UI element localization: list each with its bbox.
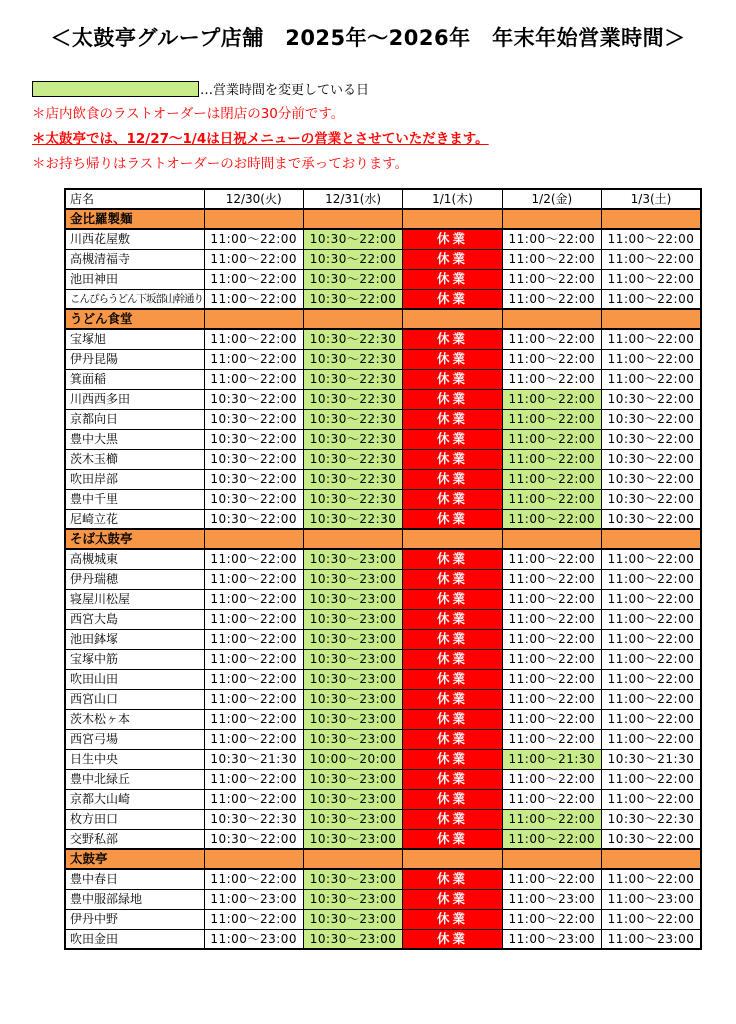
section-name: そば太鼓亭 (65, 529, 204, 549)
note: ＊店内飲食のラストオーダーは閉店の30分前です。 (32, 106, 345, 122)
hours-cell: 11:00～22:00 (502, 809, 601, 829)
hours-cell: 10:30～23:00 (303, 729, 402, 749)
hours-cell: 11:00～21:30 (502, 749, 601, 769)
closed-cell: 休業 (403, 789, 502, 809)
section-filler-cell (303, 849, 402, 869)
store-row (65, 929, 701, 949)
hours-cell: 10:30～22:00 (602, 489, 701, 509)
hours-cell: 10:30～23:00 (303, 809, 402, 829)
hours-cell: 10:30～23:00 (303, 649, 402, 669)
section-name: 金比羅製麺 (65, 209, 204, 229)
notes (32, 105, 736, 173)
hours-cell: 10:30～22:00 (303, 269, 402, 289)
closed-cell: 休業 (403, 809, 502, 829)
hours-cell: 10:30～22:00 (602, 469, 701, 489)
hours-cell: 10:30～22:00 (602, 449, 701, 469)
closed-cell: 休業 (403, 269, 502, 289)
hours-cell: 10:30～22:00 (602, 829, 701, 849)
closed-cell: 休業 (403, 489, 502, 509)
hours-cell: 11:00～22:00 (502, 669, 601, 689)
store-row (65, 409, 701, 429)
hours-cell: 11:00～22:00 (502, 269, 601, 289)
hours-cell: 11:00～23:00 (204, 889, 303, 909)
hours-cell: 11:00～22:00 (502, 569, 601, 589)
store-name-cell: 豊中服部緑地 (65, 889, 204, 909)
section-filler-cell (303, 529, 402, 549)
store-row (65, 509, 701, 529)
hours-cell: 11:00～22:00 (502, 609, 601, 629)
hours-cell: 11:00～22:00 (502, 709, 601, 729)
column-header-date: 12/30(火) (204, 189, 303, 209)
hours-cell: 11:00～22:00 (602, 369, 701, 389)
hours-cell: 11:00～22:00 (502, 449, 601, 469)
hours-cell: 11:00～22:00 (204, 289, 303, 309)
hours-cell: 10:30～22:30 (303, 329, 402, 349)
closed-cell: 休業 (403, 869, 502, 889)
store-name-cell: 尼崎立花 (65, 509, 204, 529)
hours-cell: 11:00～22:00 (502, 729, 601, 749)
hours-cell: 11:00～22:00 (502, 389, 601, 409)
hours-cell: 11:00～22:00 (204, 549, 303, 569)
store-row (65, 769, 701, 789)
store-row (65, 609, 701, 629)
store-row (65, 249, 701, 269)
store-row (65, 349, 701, 369)
store-row (65, 289, 701, 309)
hours-cell: 10:30～21:30 (602, 749, 701, 769)
closed-cell: 休業 (403, 349, 502, 369)
hours-cell: 11:00～22:00 (502, 689, 601, 709)
store-row (65, 689, 701, 709)
hours-cell: 10:30～23:00 (303, 709, 402, 729)
column-header-date: 12/31(水) (303, 189, 402, 209)
closed-cell: 休業 (403, 889, 502, 909)
closed-cell: 休業 (403, 549, 502, 569)
store-row (65, 669, 701, 689)
hours-cell: 10:30～23:00 (303, 929, 402, 949)
hours-cell: 11:00～22:00 (602, 909, 701, 929)
hours-cell: 11:00～22:00 (502, 249, 601, 269)
hours-cell: 11:00～22:00 (602, 629, 701, 649)
hours-cell: 11:00～22:00 (502, 489, 601, 509)
page-title: ＜太鼓亭グループ店舗 2025年～2026年 年末年始営業時間＞ (50, 26, 686, 50)
store-row (65, 709, 701, 729)
hours-cell: 11:00～22:00 (204, 349, 303, 369)
store-row (65, 589, 701, 609)
section-filler-cell (204, 849, 303, 869)
closed-cell: 休業 (403, 409, 502, 429)
hours-cell: 10:30～23:00 (303, 609, 402, 629)
section-filler-cell (204, 209, 303, 229)
hours-cell: 11:00～22:00 (204, 909, 303, 929)
hours-cell: 10:30～22:00 (602, 429, 701, 449)
section-header-row (65, 209, 701, 229)
closed-cell: 休業 (403, 669, 502, 689)
store-name-cell: 高槻清福寺 (65, 249, 204, 269)
hours-cell: 11:00～22:00 (502, 349, 601, 369)
section-filler-cell (403, 529, 502, 549)
hours-cell: 10:30～22:30 (303, 489, 402, 509)
hours-cell: 11:00～23:00 (502, 889, 601, 909)
closed-cell: 休業 (403, 589, 502, 609)
store-row (65, 649, 701, 669)
hours-cell: 11:00～22:00 (502, 369, 601, 389)
closed-cell: 休業 (403, 329, 502, 349)
legend (32, 79, 736, 98)
closed-cell: 休業 (403, 749, 502, 769)
section-filler-cell (403, 849, 502, 869)
store-row (65, 789, 701, 809)
store-name-cell: 豊中大黒 (65, 429, 204, 449)
hours-cell: 10:30～22:00 (204, 449, 303, 469)
section-filler-cell (602, 529, 701, 549)
hours-cell: 11:00～22:00 (602, 349, 701, 369)
store-name-cell: 川西花屋敷 (65, 229, 204, 249)
hours-cell: 11:00～22:00 (602, 729, 701, 749)
store-name-cell: 池田神田 (65, 269, 204, 289)
business-hours-table (64, 188, 702, 950)
store-name-cell: 京都向日 (65, 409, 204, 429)
store-row (65, 629, 701, 649)
section-filler-cell (502, 849, 601, 869)
closed-cell: 休業 (403, 829, 502, 849)
hours-cell: 11:00～22:00 (204, 569, 303, 589)
store-row (65, 449, 701, 469)
hours-cell: 11:00～22:00 (602, 609, 701, 629)
hours-cell: 11:00～22:00 (502, 909, 601, 929)
store-name-cell: 宝塚中筋 (65, 649, 204, 669)
hours-cell: 11:00～22:00 (204, 629, 303, 649)
section-name: うどん食堂 (65, 309, 204, 329)
store-name-cell: 西宮大島 (65, 609, 204, 629)
hours-cell: 10:30～23:00 (303, 769, 402, 789)
hours-cell: 10:30～23:00 (303, 889, 402, 909)
hours-cell: 10:30～23:00 (303, 669, 402, 689)
hours-cell: 10:30～23:00 (303, 569, 402, 589)
store-row (65, 569, 701, 589)
store-name-cell: 豊中北緑丘 (65, 769, 204, 789)
hours-cell: 11:00～22:00 (502, 869, 601, 889)
store-row (65, 549, 701, 569)
store-name-cell: 伊丹瑞穂 (65, 569, 204, 589)
closed-cell: 休業 (403, 469, 502, 489)
section-filler-cell (502, 529, 601, 549)
note-taikotei-holiday-menu: ＊太鼓亭では、12/27～1/4は日祝メニューの営業とさせていただきます。 (32, 131, 489, 147)
hours-cell: 11:00～22:00 (204, 669, 303, 689)
hours-cell: 11:00～22:00 (602, 549, 701, 569)
store-name-cell: 宝塚旭 (65, 329, 204, 349)
hours-cell: 11:00～23:00 (602, 929, 701, 949)
closed-cell: 休業 (403, 609, 502, 629)
hours-cell: 11:00～22:00 (602, 709, 701, 729)
hours-cell: 11:00～22:00 (204, 649, 303, 669)
hours-cell: 11:00～22:00 (502, 789, 601, 809)
closed-cell: 休業 (403, 629, 502, 649)
store-name-cell: 豊中春日 (65, 869, 204, 889)
store-row (65, 809, 701, 829)
hours-cell: 11:00～23:00 (502, 929, 601, 949)
store-name-cell: 京都大山崎 (65, 789, 204, 809)
closed-cell: 休業 (403, 389, 502, 409)
closed-cell: 休業 (403, 709, 502, 729)
hours-cell: 10:30～22:30 (303, 389, 402, 409)
hours-cell: 11:00～22:00 (602, 289, 701, 309)
closed-cell: 休業 (403, 449, 502, 469)
store-row (65, 749, 701, 769)
hours-cell: 10:30～22:00 (303, 229, 402, 249)
hours-cell: 11:00～22:00 (502, 229, 601, 249)
closed-cell: 休業 (403, 229, 502, 249)
hours-cell: 11:00～22:00 (502, 329, 601, 349)
hours-cell: 10:30～23:00 (303, 629, 402, 649)
hours-cell: 10:30～22:30 (303, 409, 402, 429)
hours-cell: 10:30～22:30 (303, 349, 402, 369)
hours-cell: 11:00～22:00 (502, 589, 601, 609)
hours-cell: 11:00～22:00 (502, 409, 601, 429)
changed-hours-color-swatch (32, 81, 199, 97)
store-row (65, 229, 701, 249)
section-filler-cell (204, 529, 303, 549)
hours-cell: 10:30～21:30 (204, 749, 303, 769)
store-name-cell: 茨木松ヶ本 (65, 709, 204, 729)
hours-cell: 11:00～22:00 (204, 689, 303, 709)
closed-cell: 休業 (403, 369, 502, 389)
hours-cell: 11:00～22:00 (602, 229, 701, 249)
hours-cell: 10:30～22:00 (204, 429, 303, 449)
table-header-row (65, 189, 701, 209)
hours-cell: 10:30～22:00 (204, 389, 303, 409)
hours-cell: 11:00～22:00 (502, 429, 601, 449)
store-name-cell: 吹田山田 (65, 669, 204, 689)
hours-cell: 11:00～22:00 (204, 269, 303, 289)
hours-cell: 11:00～22:00 (204, 589, 303, 609)
hours-cell: 11:00～22:00 (502, 649, 601, 669)
hours-cell: 10:30～22:30 (204, 809, 303, 829)
closed-cell: 休業 (403, 909, 502, 929)
hours-cell: 11:00～22:00 (204, 369, 303, 389)
hours-cell: 10:30～22:00 (303, 289, 402, 309)
hours-cell: 10:30～22:00 (204, 469, 303, 489)
hours-cell: 11:00～22:00 (204, 729, 303, 749)
hours-cell: 10:30～23:00 (303, 909, 402, 929)
closed-cell: 休業 (403, 509, 502, 529)
hours-cell: 10:30～22:00 (204, 409, 303, 429)
hours-cell: 11:00～22:00 (204, 329, 303, 349)
store-name-cell: 箕面稲 (65, 369, 204, 389)
closed-cell: 休業 (403, 929, 502, 949)
hours-cell: 11:00～22:00 (204, 249, 303, 269)
section-filler-cell (303, 209, 402, 229)
hours-cell: 11:00～22:00 (502, 549, 601, 569)
store-name-cell: 豊中千里 (65, 489, 204, 509)
store-name-cell: 西宮山口 (65, 689, 204, 709)
hours-cell: 10:30～23:00 (303, 589, 402, 609)
hours-cell: 10:30～22:30 (303, 509, 402, 529)
hours-cell: 11:00～22:00 (502, 509, 601, 529)
hours-cell: 10:30～22:30 (303, 449, 402, 469)
hours-cell: 11:00～22:00 (602, 269, 701, 289)
hours-cell: 11:00～22:00 (602, 589, 701, 609)
column-header-date: 1/1(木) (403, 189, 502, 209)
hours-cell: 11:00～22:00 (602, 689, 701, 709)
hours-cell: 11:00～22:00 (204, 229, 303, 249)
hours-cell: 11:00～22:00 (602, 569, 701, 589)
store-name-cell: 伊丹中野 (65, 909, 204, 929)
section-filler-cell (303, 309, 402, 329)
hours-cell: 10:30～23:00 (303, 549, 402, 569)
section-header-row (65, 309, 701, 329)
hours-cell: 10:30～23:00 (303, 689, 402, 709)
hours-cell: 10:30～22:00 (204, 509, 303, 529)
hours-cell: 11:00～22:00 (204, 609, 303, 629)
store-row (65, 469, 701, 489)
store-name-cell: 吹田岸部 (65, 469, 204, 489)
hours-cell: 10:30～23:00 (303, 789, 402, 809)
store-row (65, 869, 701, 889)
store-row (65, 729, 701, 749)
store-name-cell: 吹田金田 (65, 929, 204, 949)
hours-cell: 11:00～22:00 (204, 769, 303, 789)
hours-cell: 11:00～22:00 (502, 629, 601, 649)
store-name-cell: 寝屋川松屋 (65, 589, 204, 609)
section-header-row (65, 529, 701, 549)
section-filler-cell (204, 309, 303, 329)
store-row (65, 829, 701, 849)
hours-cell: 10:30～22:00 (204, 829, 303, 849)
column-header-store-name: 店名 (65, 189, 204, 209)
section-header-row (65, 849, 701, 869)
column-header-date: 1/3(土) (602, 189, 701, 209)
hours-cell: 10:30～22:30 (303, 469, 402, 489)
section-filler-cell (502, 309, 601, 329)
hours-cell: 11:00～22:00 (502, 289, 601, 309)
hours-cell: 10:00～20:00 (303, 749, 402, 769)
hours-cell: 10:30～22:00 (602, 509, 701, 529)
hours-cell: 10:30～22:30 (602, 809, 701, 829)
store-name-cell: 高槻城東 (65, 549, 204, 569)
hours-cell: 10:30～23:00 (303, 829, 402, 849)
hours-cell: 11:00～23:00 (602, 889, 701, 909)
hours-cell: 10:30～22:30 (303, 369, 402, 389)
hours-cell: 10:30～23:00 (303, 869, 402, 889)
section-filler-cell (502, 209, 601, 229)
store-name-cell: こんぴらうどん下坂部山幹通り (65, 289, 204, 309)
legend-label: …営業時間を変更している日 (200, 83, 370, 98)
hours-cell: 11:00～22:00 (602, 649, 701, 669)
closed-cell: 休業 (403, 429, 502, 449)
closed-cell: 休業 (403, 729, 502, 749)
store-row (65, 889, 701, 909)
hours-cell: 10:30～22:00 (602, 409, 701, 429)
section-filler-cell (602, 849, 701, 869)
section-filler-cell (403, 209, 502, 229)
hours-cell: 11:00～22:00 (602, 789, 701, 809)
column-header-date: 1/2(金) (502, 189, 601, 209)
store-name-cell: 川西西多田 (65, 389, 204, 409)
hours-cell: 11:00～22:00 (602, 869, 701, 889)
store-row (65, 909, 701, 929)
closed-cell: 休業 (403, 689, 502, 709)
store-name-cell: 交野私部 (65, 829, 204, 849)
closed-cell: 休業 (403, 649, 502, 669)
closed-cell: 休業 (403, 289, 502, 309)
store-name-cell: 日生中央 (65, 749, 204, 769)
closed-cell: 休業 (403, 249, 502, 269)
store-name-cell: 枚方田口 (65, 809, 204, 829)
store-name-cell: 伊丹昆陽 (65, 349, 204, 369)
note: ＊お持ち帰りはラストオーダーのお時間まで承っております。 (32, 156, 409, 172)
hours-cell: 10:30～22:00 (602, 389, 701, 409)
hours-cell: 11:00～22:00 (204, 869, 303, 889)
hours-cell: 11:00～22:00 (204, 789, 303, 809)
hours-cell: 11:00～22:00 (602, 329, 701, 349)
hours-cell: 10:30～22:30 (303, 429, 402, 449)
store-name-cell: 池田鉢塚 (65, 629, 204, 649)
store-row (65, 329, 701, 349)
hours-cell: 11:00～22:00 (502, 829, 601, 849)
hours-cell: 11:00～22:00 (602, 769, 701, 789)
store-row (65, 389, 701, 409)
hours-cell: 11:00～22:00 (602, 249, 701, 269)
store-row (65, 369, 701, 389)
hours-cell: 11:00～22:00 (204, 709, 303, 729)
closed-cell: 休業 (403, 769, 502, 789)
hours-cell: 11:00～22:00 (602, 669, 701, 689)
store-row (65, 429, 701, 449)
hours-cell: 11:00～22:00 (502, 769, 601, 789)
store-name-cell: 西宮弓場 (65, 729, 204, 749)
store-row (65, 489, 701, 509)
store-row (65, 269, 701, 289)
section-filler-cell (602, 309, 701, 329)
section-filler-cell (602, 209, 701, 229)
hours-cell: 11:00～23:00 (204, 929, 303, 949)
hours-cell: 11:00～22:00 (502, 469, 601, 489)
closed-cell: 休業 (403, 569, 502, 589)
hours-cell: 10:30～22:00 (303, 249, 402, 269)
section-filler-cell (403, 309, 502, 329)
section-name: 太鼓亭 (65, 849, 204, 869)
store-name-cell: 茨木玉櫛 (65, 449, 204, 469)
hours-cell: 10:30～22:00 (204, 489, 303, 509)
